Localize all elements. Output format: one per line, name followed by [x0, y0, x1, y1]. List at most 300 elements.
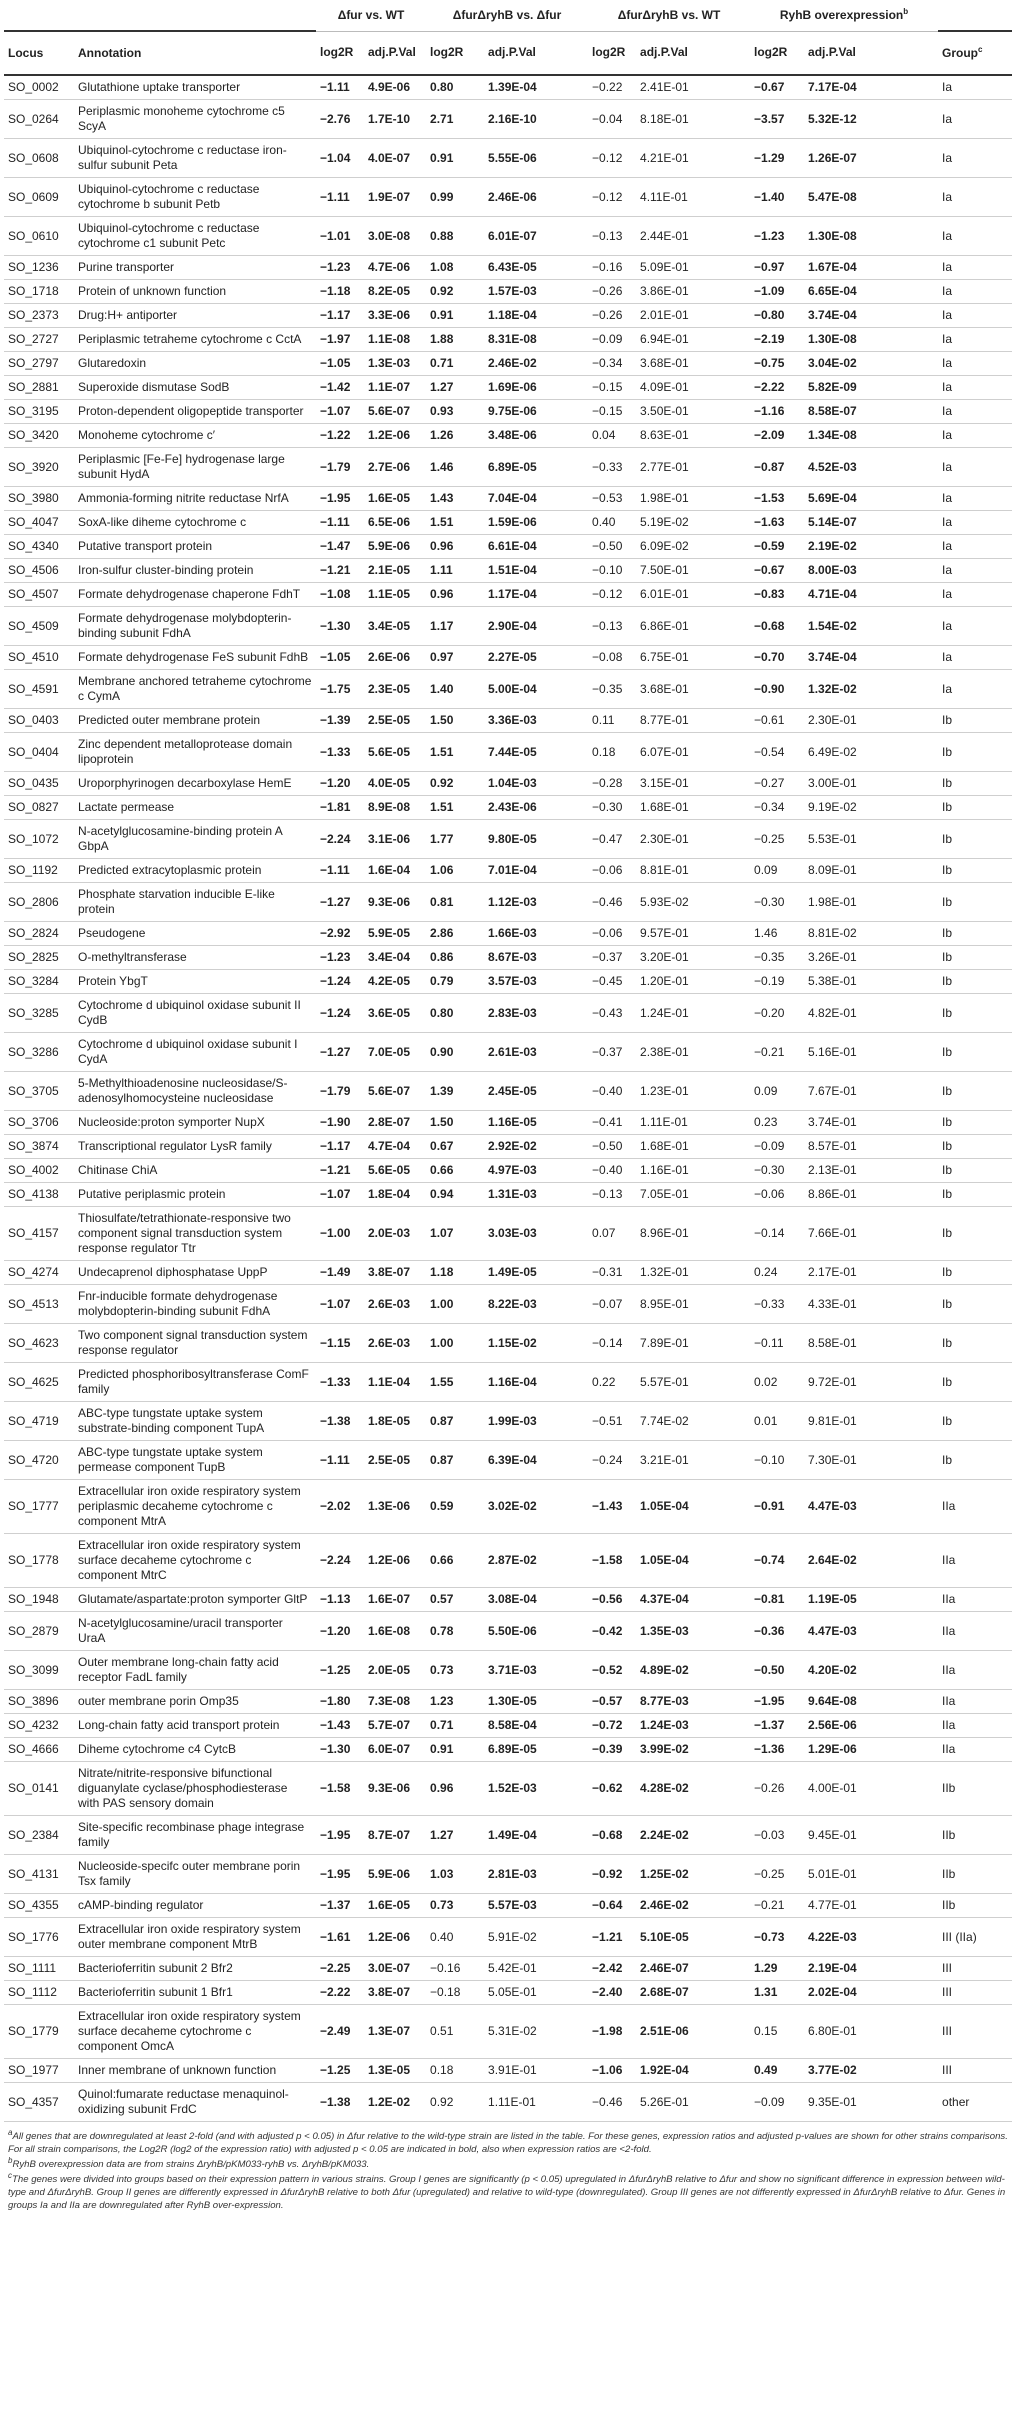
cell-ryhb-oe-adjp: 5.01E-01 [808, 1866, 857, 1881]
table-row [4, 1402, 1012, 1441]
cell-furryhb-wt-log2r: −0.22 [592, 80, 623, 94]
cell-furryhb-fur-adjp: 1.18E-04 [488, 308, 537, 322]
cell-annotation: Thiosulfate/tetrathionate-responsive two component signal transduction system response regulator Ttr [78, 1211, 291, 1255]
cell-fur-wt-adjp: 1.2E-06 [368, 1929, 411, 1944]
table-footnotes [4, 2122, 1012, 2220]
cell-ryhb-oe-adjp: 8.81E-02 [808, 926, 857, 940]
table-row [4, 670, 1012, 709]
cell-group: Ia [942, 459, 953, 474]
cell-furryhb-fur-adjp: 8.22E-03 [488, 1296, 537, 1311]
cell-furryhb-wt-adjp: 1.92E-04 [640, 2063, 689, 2077]
table-row [4, 1111, 1012, 1135]
header-group-row [4, 0, 1012, 31]
footnote-b-text: RyhB overexpression data are from strains ΔryhB/pKM033-ryhB vs. ΔryhB/pKM033. [12, 2159, 370, 2170]
cell-ryhb-oe-log2r: −0.90 [754, 681, 785, 696]
cell-ryhb-oe-adjp: 8.09E-01 [808, 863, 857, 877]
cell-ryhb-oe-log2r: −0.67 [754, 80, 785, 94]
cell-ryhb-oe-adjp: 1.30E-08 [808, 332, 857, 346]
cell-fur-wt-log2r: −1.15 [320, 1335, 351, 1350]
cell-ryhb-oe-adjp: 7.66E-01 [808, 1226, 857, 1240]
cell-fur-wt-log2r: −1.27 [320, 894, 351, 909]
cell-furryhb-fur-adjp: 7.01E-04 [488, 863, 537, 877]
cell-ryhb-oe-adjp: 8.00E-03 [808, 563, 857, 577]
cell-group: Ib [942, 1187, 953, 1201]
cell-ryhb-oe-log2r: 0.49 [754, 2063, 778, 2077]
table-row [4, 559, 1012, 583]
cell-annotation: O-methyltransferase [78, 950, 187, 964]
cell-furryhb-fur-adjp: 2.90E-04 [488, 618, 537, 633]
cell-locus: SO_1236 [8, 260, 59, 274]
cell-furryhb-wt-adjp: 4.89E-02 [640, 1662, 689, 1677]
cell-group: IIa [942, 1623, 956, 1638]
cell-locus: SO_4274 [8, 1265, 59, 1279]
cell-annotation: Extracellular iron oxide respiratory system periplasmic decaheme cytochrome c component MtrA [78, 1484, 301, 1528]
cell-group: Ib [942, 863, 953, 877]
cell-furryhb-wt-log2r: −0.06 [592, 863, 623, 877]
table-row [4, 994, 1012, 1033]
cell-furryhb-wt-log2r: −0.12 [592, 587, 623, 601]
cell-locus: SO_1718 [8, 284, 59, 298]
cell-furryhb-fur-adjp: 1.30E-05 [488, 1694, 537, 1708]
cell-furryhb-fur-adjp: 2.83E-03 [488, 1005, 537, 1020]
cell-furryhb-fur-log2r: 0.51 [430, 2024, 454, 2038]
cell-ryhb-oe-adjp: 9.19E-02 [808, 800, 857, 814]
table-row [4, 2083, 1012, 2122]
cell-fur-wt-adjp: 3.6E-05 [368, 1005, 411, 1020]
cell-furryhb-fur-log2r: 0.73 [430, 1662, 454, 1677]
cell-ryhb-oe-adjp: 9.35E-01 [808, 2094, 857, 2109]
cell-fur-wt-log2r: −2.25 [320, 1961, 351, 1975]
cell-ryhb-oe-log2r: −0.81 [754, 1592, 785, 1606]
cell-furryhb-fur-adjp: 5.42E-01 [488, 1961, 537, 1975]
table-row [4, 1816, 1012, 1855]
cell-furryhb-fur-log2r: 0.93 [430, 404, 454, 418]
cell-group: Ib [942, 1044, 953, 1059]
cell-locus: SO_1072 [8, 831, 59, 846]
cell-fur-wt-log2r: −1.47 [320, 539, 351, 553]
cell-ryhb-oe-log2r: −1.36 [754, 1742, 785, 1756]
cell-locus: SO_4591 [8, 681, 59, 696]
cell-locus: SO_1776 [8, 1929, 59, 1944]
cell-furryhb-wt-adjp: 1.68E-01 [640, 1139, 689, 1153]
cell-furryhb-fur-log2r: 0.87 [430, 1413, 454, 1428]
cell-furryhb-wt-log2r: −0.92 [592, 1866, 623, 1881]
cell-locus: SO_4666 [8, 1742, 59, 1756]
cell-group: Ia [942, 618, 953, 633]
cell-fur-wt-adjp: 1.1E-07 [368, 380, 411, 394]
cell-locus: SO_4131 [8, 1866, 59, 1881]
cell-fur-wt-log2r: −1.04 [320, 150, 351, 165]
cell-furryhb-fur-adjp: 1.57E-03 [488, 284, 537, 298]
cell-furryhb-wt-adjp: 1.24E-01 [640, 1005, 689, 1020]
cell-furryhb-wt-adjp: 3.99E-02 [640, 1742, 689, 1756]
cell-fur-wt-log2r: −1.75 [320, 681, 351, 696]
col-log2r-3: log2R [588, 31, 636, 75]
cell-furryhb-fur-log2r: 0.66 [430, 1553, 454, 1567]
cell-furryhb-fur-log2r: 1.46 [430, 459, 454, 474]
cell-fur-wt-log2r: −1.18 [320, 284, 351, 298]
cell-furryhb-fur-log2r: 0.92 [430, 284, 454, 298]
cell-ryhb-oe-adjp: 1.29E-06 [808, 1742, 857, 1756]
table-row [4, 709, 1012, 733]
cell-annotation: Phosphate starvation inducible E-like protein [78, 887, 275, 916]
cell-furryhb-wt-log2r: −0.31 [592, 1265, 623, 1279]
cell-furryhb-wt-adjp: 8.77E-03 [640, 1694, 689, 1708]
cell-ryhb-oe-log2r: −0.68 [754, 618, 785, 633]
cell-ryhb-oe-log2r: −1.40 [754, 189, 785, 204]
table-row [4, 820, 1012, 859]
cell-ryhb-oe-log2r: 0.09 [754, 1083, 778, 1098]
cell-group: III [942, 2063, 953, 2077]
cell-furryhb-wt-log2r: −0.37 [592, 950, 623, 964]
table-row [4, 1033, 1012, 1072]
cell-furryhb-wt-log2r: −0.13 [592, 618, 623, 633]
col-log2r-4: log2R [750, 31, 804, 75]
cell-ryhb-oe-adjp: 7.30E-01 [808, 1452, 857, 1467]
cell-fur-wt-adjp: 2.8E-07 [368, 1115, 411, 1129]
cell-annotation: Glutathione uptake transporter [78, 80, 241, 94]
table-row [4, 1480, 1012, 1534]
cell-group: Ib [942, 1139, 953, 1153]
cell-group: Ib [942, 950, 953, 964]
cell-ryhb-oe-adjp: 5.38E-01 [808, 974, 857, 988]
cell-ryhb-oe-adjp: 4.33E-01 [808, 1296, 857, 1311]
cell-annotation: Periplasmic tetraheme cytochrome c CctA [78, 332, 302, 346]
cell-group: IIa [942, 1553, 956, 1567]
table-row [4, 1285, 1012, 1324]
cell-locus: SO_4625 [8, 1374, 59, 1389]
cell-ryhb-oe-adjp: 4.77E-01 [808, 1898, 857, 1912]
cell-annotation: Outer membrane long-chain fatty acid receptor FadL family [78, 1655, 279, 1684]
cell-fur-wt-log2r: −1.38 [320, 1413, 351, 1428]
cell-ryhb-oe-log2r: 0.15 [754, 2024, 778, 2038]
cell-fur-wt-adjp: 5.9E-06 [368, 539, 411, 553]
cell-furryhb-wt-adjp: 8.18E-01 [640, 111, 689, 126]
cell-ryhb-oe-adjp: 3.04E-02 [808, 356, 857, 370]
col-adjp-3: adj.P.Val [636, 31, 750, 75]
cell-fur-wt-log2r: −1.11 [320, 1452, 350, 1467]
cell-locus: SO_4047 [8, 515, 59, 529]
table-row [4, 1324, 1012, 1363]
cell-furryhb-fur-adjp: 1.15E-02 [488, 1335, 537, 1350]
table-row [4, 922, 1012, 946]
cell-fur-wt-log2r: −1.21 [320, 563, 351, 577]
cell-locus: SO_2879 [8, 1623, 59, 1638]
cell-furryhb-wt-log2r: −0.04 [592, 111, 623, 126]
cell-annotation: cAMP-binding regulator [78, 1898, 204, 1912]
cell-fur-wt-log2r: −2.76 [320, 111, 351, 126]
cell-group: Ia [942, 308, 953, 322]
cell-group: Ia [942, 332, 953, 346]
table-row [4, 100, 1012, 139]
cell-furryhb-wt-adjp: 5.10E-05 [640, 1929, 689, 1944]
cell-fur-wt-adjp: 1.6E-05 [368, 491, 411, 505]
cell-locus: SO_4510 [8, 650, 59, 664]
table-row [4, 1981, 1012, 2005]
cell-furryhb-fur-adjp: 1.39E-04 [488, 80, 537, 94]
cell-furryhb-wt-adjp: 9.57E-01 [640, 926, 689, 940]
cell-fur-wt-adjp: 3.1E-06 [368, 831, 411, 846]
cell-furryhb-wt-adjp: 1.20E-01 [640, 974, 689, 988]
cell-locus: SO_3920 [8, 459, 59, 474]
cell-furryhb-fur-log2r: 0.78 [430, 1623, 454, 1638]
cell-furryhb-fur-log2r: 0.92 [430, 776, 454, 790]
cell-locus: SO_4340 [8, 539, 59, 553]
cell-furryhb-fur-adjp: 3.02E-02 [488, 1499, 537, 1513]
cell-fur-wt-log2r: −2.92 [320, 926, 351, 940]
cell-furryhb-fur-log2r: 1.03 [430, 1866, 454, 1881]
cell-furryhb-fur-log2r: 0.99 [430, 189, 454, 204]
cell-locus: SO_0608 [8, 150, 59, 165]
cell-annotation: Zinc dependent metalloprotease domain lipoprotein [78, 737, 293, 766]
table-row [4, 400, 1012, 424]
cell-locus: SO_3896 [8, 1694, 59, 1708]
cell-annotation: 5-Methylthioadenosine nucleosidase/S-adenosylhomocysteine nucleosidase [78, 1076, 288, 1105]
cell-furryhb-fur-adjp: 1.99E-03 [488, 1413, 537, 1428]
cell-ryhb-oe-adjp: 4.47E-03 [808, 1499, 857, 1513]
cell-locus: SO_0264 [8, 111, 59, 126]
cell-ryhb-oe-adjp: 4.47E-03 [808, 1623, 857, 1638]
cell-fur-wt-log2r: −1.27 [320, 1044, 351, 1059]
cell-annotation: ABC-type tungstate uptake system substrate-binding component TupA [78, 1406, 265, 1435]
cell-fur-wt-log2r: −1.07 [320, 404, 351, 418]
cell-furryhb-wt-log2r: −0.14 [592, 1335, 623, 1350]
cell-locus: SO_2825 [8, 950, 59, 964]
cell-fur-wt-adjp: 4.0E-07 [368, 150, 411, 165]
cell-fur-wt-adjp: 4.7E-04 [368, 1139, 411, 1153]
cell-furryhb-fur-log2r: 1.51 [430, 800, 454, 814]
cell-ryhb-oe-adjp: 3.77E-02 [808, 2063, 857, 2077]
cell-locus: SO_1112 [8, 1985, 57, 1999]
cell-fur-wt-log2r: −1.61 [320, 1929, 351, 1944]
table-row [4, 1207, 1012, 1261]
cell-fur-wt-adjp: 1.8E-04 [368, 1187, 411, 1201]
col-group-label: Group [942, 45, 979, 60]
cell-locus: SO_1192 [8, 863, 58, 877]
cell-annotation: Extracellular iron oxide respiratory system surface decaheme cytochrome c component MtrC [78, 1538, 301, 1582]
cell-furryhb-wt-adjp: 2.44E-01 [640, 228, 689, 243]
cell-fur-wt-adjp: 4.7E-06 [368, 260, 411, 274]
cell-ryhb-oe-adjp: 9.45E-01 [808, 1827, 857, 1842]
cell-furryhb-wt-adjp: 8.77E-01 [640, 713, 689, 727]
cell-ryhb-oe-adjp: 3.74E-04 [808, 650, 857, 664]
cell-furryhb-wt-adjp: 1.05E-04 [640, 1553, 689, 1567]
cell-furryhb-wt-log2r: −0.41 [592, 1115, 623, 1129]
cell-furryhb-wt-adjp: 1.25E-02 [640, 1866, 689, 1881]
table-row [4, 139, 1012, 178]
cell-ryhb-oe-log2r: −1.16 [754, 404, 785, 418]
cell-furryhb-wt-adjp: 8.96E-01 [640, 1226, 689, 1240]
col-adjp-2: adj.P.Val [484, 31, 588, 75]
cell-fur-wt-log2r: −1.21 [320, 1163, 351, 1177]
cell-furryhb-wt-log2r: −0.51 [592, 1413, 623, 1428]
cell-furryhb-wt-log2r: −0.08 [592, 650, 623, 664]
cell-furryhb-wt-log2r: 0.11 [592, 713, 615, 727]
table-row [4, 256, 1012, 280]
cell-furryhb-wt-adjp: 3.21E-01 [640, 1452, 689, 1467]
table-row [4, 796, 1012, 820]
cell-furryhb-fur-log2r: 1.51 [430, 515, 454, 529]
header-blank-right [938, 0, 1012, 31]
cell-furryhb-wt-adjp: 1.11E-01 [640, 1115, 688, 1129]
table-row [4, 583, 1012, 607]
cell-furryhb-fur-log2r: 0.86 [430, 950, 454, 964]
cell-furryhb-fur-log2r: 0.57 [430, 1592, 454, 1606]
cell-fur-wt-log2r: −1.23 [320, 950, 351, 964]
cell-locus: SO_2384 [8, 1827, 59, 1842]
cell-annotation: ABC-type tungstate uptake system permease component TupB [78, 1445, 263, 1474]
header-column-row [4, 31, 1012, 75]
cell-fur-wt-log2r: −1.23 [320, 260, 351, 274]
cell-group: III (IIa) [942, 1929, 977, 1944]
table-body [4, 75, 1012, 2122]
cell-group: Ia [942, 260, 953, 274]
cell-annotation: Protein YbgT [78, 974, 148, 988]
cell-furryhb-wt-adjp: 1.32E-01 [640, 1265, 689, 1279]
cell-furryhb-wt-adjp: 3.68E-01 [640, 356, 689, 370]
cell-locus: SO_3980 [8, 491, 59, 505]
cell-ryhb-oe-adjp: 2.30E-01 [808, 713, 857, 727]
cell-furryhb-wt-log2r: −0.26 [592, 308, 623, 322]
cell-ryhb-oe-adjp: 1.30E-08 [808, 228, 857, 243]
cell-furryhb-wt-adjp: 2.38E-01 [640, 1044, 689, 1059]
cell-furryhb-fur-log2r: 0.71 [430, 1718, 454, 1732]
footnote-b [8, 2155, 1008, 2171]
cell-fur-wt-log2r: −1.79 [320, 1083, 351, 1098]
cell-furryhb-fur-adjp: 3.36E-03 [488, 713, 537, 727]
cell-furryhb-fur-adjp: 4.97E-03 [488, 1163, 537, 1177]
cell-ryhb-oe-adjp: 7.67E-01 [808, 1083, 857, 1098]
cell-ryhb-oe-adjp: 2.64E-02 [808, 1553, 857, 1567]
cell-ryhb-oe-log2r: −0.36 [754, 1623, 785, 1638]
cell-furryhb-wt-adjp: 5.26E-01 [640, 2094, 689, 2109]
cell-fur-wt-adjp: 4.9E-06 [368, 80, 411, 94]
cell-group: Ib [942, 926, 953, 940]
cell-annotation: SoxA-like diheme cytochrome c [78, 515, 247, 529]
cell-furryhb-wt-log2r: −0.52 [592, 1662, 623, 1677]
cell-furryhb-wt-adjp: 8.95E-01 [640, 1296, 689, 1311]
table-row [4, 1762, 1012, 1816]
cell-ryhb-oe-adjp: 5.47E-08 [808, 189, 857, 204]
cell-locus: SO_4355 [8, 1898, 59, 1912]
cell-furryhb-wt-log2r: −0.62 [592, 1781, 623, 1795]
cell-group: IIa [942, 1499, 956, 1513]
cell-ryhb-oe-adjp: 8.58E-01 [808, 1335, 857, 1350]
cell-furryhb-wt-log2r: −0.43 [592, 1005, 623, 1020]
cell-fur-wt-log2r: −2.02 [320, 1499, 351, 1513]
cell-locus: SO_4357 [8, 2094, 59, 2109]
cell-annotation: Ubiquinol-cytochrome c reductase cytochrome c1 subunit Petc [78, 221, 260, 250]
cell-ryhb-oe-log2r: −0.59 [754, 539, 785, 553]
cell-furryhb-wt-log2r: −0.47 [592, 831, 623, 846]
cell-fur-wt-adjp: 1.6E-05 [368, 1898, 411, 1912]
cell-group: Ib [942, 713, 953, 727]
cell-annotation: Predicted outer membrane protein [78, 713, 261, 727]
cell-furryhb-fur-log2r: 0.18 [430, 2063, 454, 2077]
cell-group: IIa [942, 1742, 956, 1756]
cell-locus: SO_1778 [8, 1553, 59, 1567]
cell-furryhb-fur-log2r: 1.51 [430, 744, 454, 759]
col-log2r-1: log2R [316, 31, 364, 75]
cell-furryhb-wt-log2r: −0.06 [592, 926, 623, 940]
cell-furryhb-fur-adjp: 1.17E-04 [488, 587, 537, 601]
cell-group: Ib [942, 1413, 953, 1428]
cell-ryhb-oe-log2r: 0.09 [754, 863, 778, 877]
cell-furryhb-wt-adjp: 7.05E-01 [640, 1187, 689, 1201]
cell-furryhb-fur-adjp: 3.71E-03 [488, 1662, 537, 1677]
cell-annotation: Long-chain fatty acid transport protein [78, 1718, 280, 1732]
cell-furryhb-fur-adjp: 5.91E-02 [488, 1929, 537, 1944]
cell-fur-wt-log2r: −1.90 [320, 1115, 351, 1129]
cell-ryhb-oe-log2r: −0.80 [754, 308, 785, 322]
cell-furryhb-wt-log2r: −1.06 [592, 2063, 623, 2077]
cell-furryhb-fur-adjp: 5.55E-06 [488, 150, 537, 165]
cell-annotation: Cytochrome d ubiquinol oxidase subunit II CydB [78, 998, 301, 1027]
cell-ryhb-oe-log2r: −2.19 [754, 332, 785, 346]
cell-furryhb-wt-log2r: 0.07 [592, 1226, 616, 1240]
cell-furryhb-fur-log2r: 1.00 [430, 1335, 454, 1350]
header-furryhb-vs-wt: ΔfurΔryhB vs. WT [588, 0, 750, 31]
cell-fur-wt-adjp: 2.0E-05 [368, 1662, 411, 1677]
cell-fur-wt-adjp: 1.2E-02 [368, 2094, 411, 2109]
cell-furryhb-wt-adjp: 2.77E-01 [640, 459, 689, 474]
footnote-c-text: The genes were divided into groups based on their expression pattern in various strains. Group I genes are significantly (p < 0.05) upregulated in ΔfurΔryhB relative to Δfur and show no significant difference in expression between wild-type and ΔfurΔryhB. Group II genes are differently expressed in ΔfurΔryhB relative to both Δfur (upregulated) and relative to wild-type (downregulated). Group III genes are not differently expressed in ΔfurΔryhB relative to Δfur. Genes in groups Ia and IIa are downregulated after RyhB over-expression. [8, 2174, 1006, 2211]
cell-ryhb-oe-adjp: 5.14E-07 [808, 515, 857, 529]
cell-fur-wt-log2r: −1.30 [320, 1742, 351, 1756]
cell-fur-wt-log2r: −1.39 [320, 713, 351, 727]
cell-furryhb-wt-log2r: −0.16 [592, 260, 623, 274]
cell-ryhb-oe-adjp: 1.19E-05 [808, 1592, 857, 1606]
cell-furryhb-fur-adjp: 6.89E-05 [488, 1742, 537, 1756]
cell-furryhb-fur-log2r: 2.71 [430, 111, 454, 126]
cell-locus: SO_4720 [8, 1452, 59, 1467]
cell-furryhb-fur-log2r: −0.18 [430, 1985, 461, 1999]
cell-fur-wt-log2r: −1.11 [320, 80, 350, 94]
cell-furryhb-fur-adjp: 1.11E-01 [488, 2094, 536, 2109]
cell-fur-wt-adjp: 3.8E-07 [368, 1265, 411, 1279]
cell-furryhb-wt-adjp: 4.28E-02 [640, 1781, 689, 1795]
cell-furryhb-fur-adjp: 2.45E-05 [488, 1083, 537, 1098]
table-row [4, 1363, 1012, 1402]
cell-fur-wt-log2r: −1.95 [320, 491, 351, 505]
table-row [4, 946, 1012, 970]
cell-locus: SO_3706 [8, 1115, 59, 1129]
cell-group: Ia [942, 150, 953, 165]
cell-furryhb-wt-log2r: −0.28 [592, 776, 623, 790]
table-row [4, 883, 1012, 922]
cell-fur-wt-adjp: 3.8E-07 [368, 1985, 411, 1999]
cell-locus: SO_4232 [8, 1718, 59, 1732]
cell-furryhb-wt-log2r: −1.21 [592, 1929, 623, 1944]
cell-annotation: Nucleoside:proton symporter NupX [78, 1115, 265, 1129]
cell-annotation: Quinol:fumarate reductase menaquinol-oxidizing subunit FrdC [78, 2087, 289, 2116]
cell-furryhb-fur-log2r: 0.96 [430, 1781, 454, 1795]
cell-ryhb-oe-log2r: −0.25 [754, 831, 785, 846]
cell-furryhb-fur-adjp: 5.31E-02 [488, 2024, 537, 2038]
cell-fur-wt-adjp: 2.7E-06 [368, 459, 411, 474]
cell-ryhb-oe-log2r: −0.27 [754, 776, 785, 790]
cell-furryhb-fur-adjp: 8.31E-08 [488, 332, 537, 346]
cell-fur-wt-adjp: 8.9E-08 [368, 800, 411, 814]
cell-furryhb-wt-adjp: 8.63E-01 [640, 428, 689, 442]
cell-locus: SO_1977 [8, 2063, 59, 2077]
cell-fur-wt-adjp: 1.1E-08 [368, 332, 411, 346]
table-row [4, 328, 1012, 352]
cell-furryhb-fur-log2r: 1.17 [430, 618, 454, 633]
cell-furryhb-fur-log2r: 1.77 [430, 831, 454, 846]
cell-fur-wt-adjp: 2.1E-05 [368, 563, 411, 577]
cell-annotation: N-acetylglucosamine/uracil transporter UraA [78, 1616, 283, 1645]
